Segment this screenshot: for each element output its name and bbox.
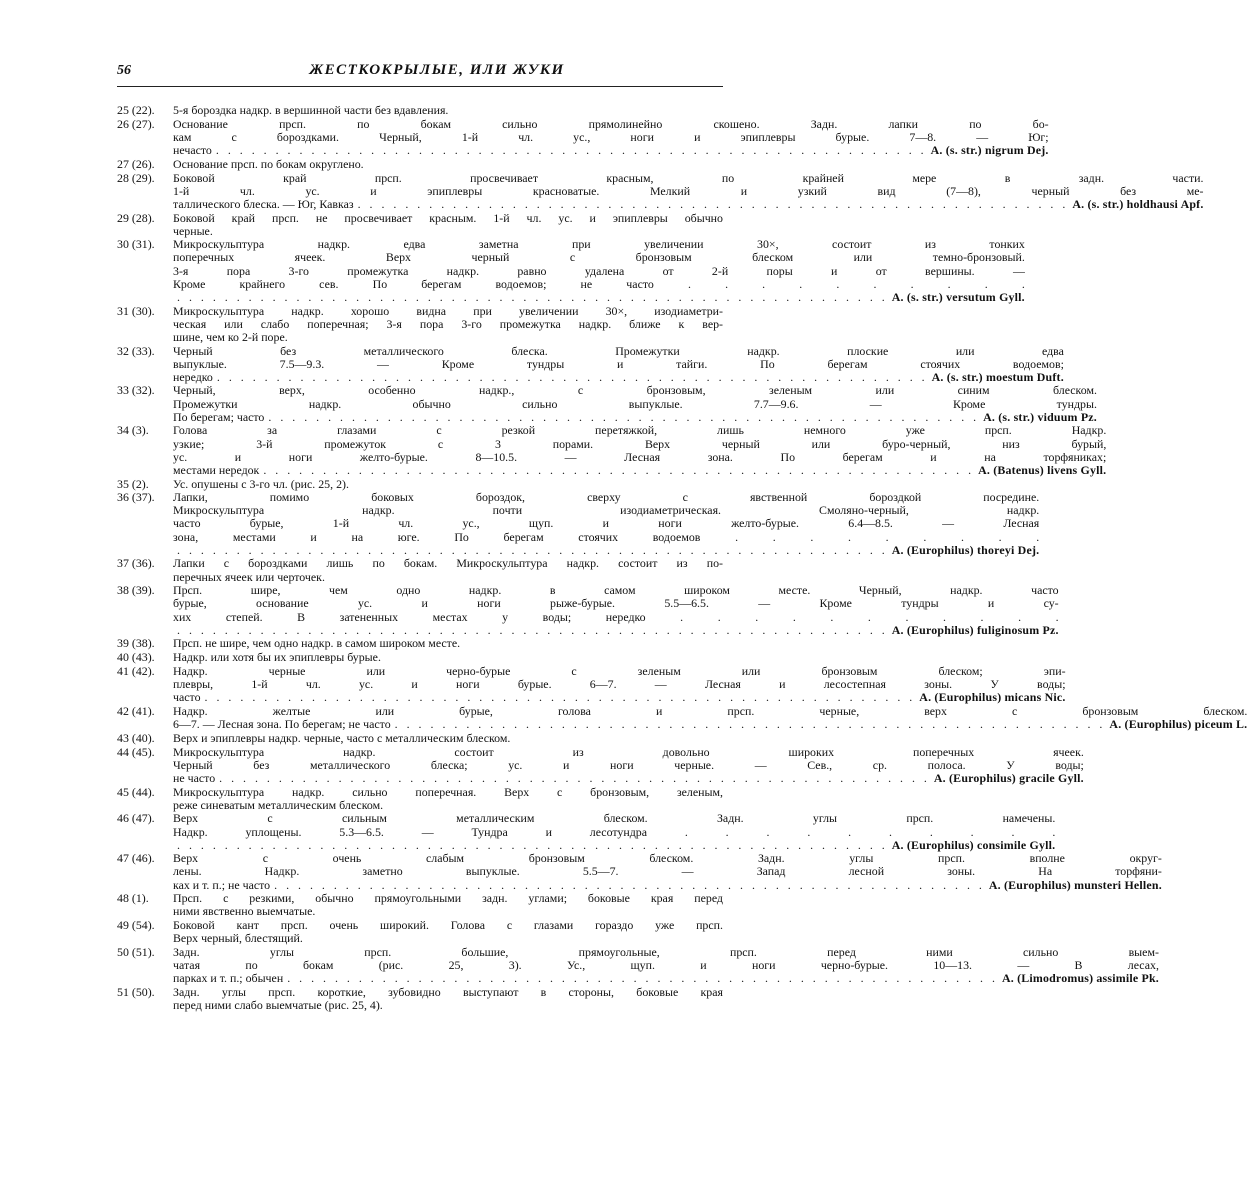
species-line (173, 464, 1106, 477)
key-entry (117, 945, 1159, 986)
entry-line: Микроскульптура надкр. сильно поперечная. Верх с бронзовым, зеленым, (173, 784, 723, 799)
entry-line: Надкр. желтые или бурые, голова и прсп. черные, верх с бронзовым блеском. (173, 703, 1247, 718)
species-lead-text: ках и т. п.; не часто (173, 877, 271, 892)
entry-number: 27 (26). (117, 156, 155, 171)
entry-line: перед ними слабо выемчатые (рис. 25, 4). (173, 998, 383, 1013)
leader-dots: . . . . . . . . . . . . . . . . . . . . . . . . . . . . . . . . . . . . . . . . . . . . . . . . . . . . . . . . . . . . (177, 542, 888, 557)
entry-text (173, 172, 1204, 211)
entry-text (173, 919, 723, 945)
entry-line: кам с бороздками. Черный, 1-й чл. ус., ноги и эпиплевры бурые. 7—8. — Юг; (173, 129, 1049, 144)
species-line (173, 411, 1097, 424)
key-entry (117, 490, 1040, 557)
entry-line: перечных ячеек или черточек. (173, 569, 325, 584)
entry-number: 49 (54). (117, 918, 155, 933)
entry-text (173, 732, 723, 745)
entry-line: Черный, верх, особенно надкр., с бронзовым, зеленым или синим блеском. (173, 383, 1097, 398)
species-line (173, 718, 1247, 731)
entry-number: 31 (30). (117, 303, 155, 318)
entry-line: Микроскульптура надкр. почти изодиаметрическая. Смоляно-черный, надкр. (173, 503, 1040, 518)
species-name: A. (Europhilus) consimile Gyll. (891, 837, 1056, 852)
entry-number: 33 (32). (117, 383, 155, 398)
key-entry (117, 583, 1059, 637)
species-line (173, 371, 1064, 384)
entry-number: 34 (3). (117, 423, 149, 438)
entry-text (173, 852, 1162, 891)
leader-dots: . . . . . . . . . . . . . . . . . . . . . . . . . . . . . . . . . . . . . . . . . . . . . . . . . . . . . . . . . . . . (177, 622, 888, 637)
species-line (173, 879, 1162, 892)
key-entry (117, 158, 723, 171)
species-line (173, 972, 1159, 985)
entry-line: Черный без металлического блеска; ус. и ноги черные. — Сев., ср. полоса. У воды; (173, 757, 1084, 772)
entry-line: Основание прсп. по бокам округлено. (173, 156, 364, 171)
key-entry (117, 343, 1064, 384)
leader-dots: . . . . . . . . . . . . . . . . . . . . . . . . . . . . . . . . . . . . . . . . . . . . . . . . . . . . . . . . . . . . (287, 971, 998, 986)
species-name: A. (Europhilus) munsteri Hellen. (988, 877, 1162, 892)
entry-line: Лапки, помимо боковых бороздок, сверху с явственной бороздкой посредине. (173, 490, 1040, 505)
key-entry (117, 557, 723, 583)
entry-text (173, 746, 1084, 785)
entry-text (173, 158, 723, 171)
entry-line: зона, местами и на юге. По берегам стоячих водоемов . . . . . . . . . (173, 529, 1040, 544)
entry-number: 39 (38). (117, 636, 155, 651)
entry-line: ус. и ноги желто-бурые. 8—10.5. — Лесная зона. По берегам и на торфяниках; (173, 449, 1107, 464)
entry-number: 29 (28). (117, 210, 155, 225)
entry-number: 30 (31). (117, 237, 155, 252)
entry-line: Черный без металлического блеска. Промежутки надкр. плоские или едва (173, 343, 1064, 358)
entry-text (173, 786, 723, 812)
species-name: A. (Europhilus) piceum L. (1109, 717, 1247, 731)
entry-line: Надкр. уплощены. 5.3—6.5. — Тундра и лесотундра . . . . . . . . . . (173, 824, 1056, 839)
entry-line: лены. Надкр. заметно выпуклые. 5.5—7. — Запад лесной зоны. На торфяни- (173, 864, 1162, 879)
entry-number: 47 (46). (117, 851, 155, 866)
entry-line: бурые, основание ус. и ноги рыже-бурые. 5.5—6.5. — Кроме тундры и су- (173, 596, 1059, 611)
species-lead-text: местами нередок (173, 462, 260, 477)
entry-text (173, 104, 723, 117)
entry-line: Задн. углы прсп. большие, прямоугольные, прсп. перед ними сильно выем- (173, 945, 1159, 960)
entry-line: Надкр. черные или черно-бурые с зеленым или бронзовым блеском; эпи- (173, 663, 1066, 678)
entry-line: Микроскульптура надкр. едва заметна при увеличении 30×, состоит из тонких (173, 237, 1025, 252)
leader-dots: . . . . . . . . . . . . . . . . . . . . . . . . . . . . . . . . . . . . . . . . . . . . . . . . . . . . . . . . . . . . (263, 462, 975, 477)
species-lead-text: По берегам; часто (173, 409, 265, 424)
entry-line: шине, чем ко 2-й поре. (173, 329, 288, 344)
entry-line: часто бурые, 1-й чл. ус., щуп. и ноги желто-бурые. 6.4—8.5. — Лесная (173, 516, 1040, 531)
species-line (173, 544, 1039, 557)
key-entry (117, 383, 1097, 424)
entry-line: поперечных ячеек. Верх черный с бронзовым блеском или темно-бронзовый. (173, 250, 1025, 265)
entry-line: Задн. углы прсп. короткие, зубовидно выступают в стороны, боковые края (173, 985, 723, 1000)
species-line (173, 198, 1204, 211)
entry-line: черные. (173, 223, 213, 238)
entry-text (173, 118, 1049, 157)
page-header (117, 60, 723, 87)
entry-line: Боковой край прсп. просвечивает красным, по крайней мере в задн. части. (173, 170, 1204, 185)
entry-number: 28 (29). (117, 170, 155, 185)
species-name: A. (Europhilus) fuliginosum Pz. (891, 622, 1059, 637)
entry-text (173, 345, 1064, 384)
entry-number: 46 (47). (117, 811, 155, 826)
leader-dots: . . . . . . . . . . . . . . . . . . . . . . . . . . . . . . . . . . . . . . . . . . . . . . . . . . . . . . . . . . . . (215, 142, 927, 157)
entry-number: 38 (39). (117, 583, 155, 598)
species-lead-text: 6—7. — Лесная зона. По берегам; не часто (173, 717, 391, 731)
entry-number: 25 (22). (117, 103, 155, 117)
entry-text (173, 384, 1097, 423)
entry-text (173, 986, 723, 1012)
entry-line: Надкр. или хотя бы их эпиплевры бурые. (173, 650, 381, 665)
entry-line: Боковой край прсп. не просвечивает красным. 1-й чл. ус. и эпиплевры обычно (173, 210, 723, 225)
species-line (173, 144, 1049, 157)
species-name: A. (Europhilus) micans Nic. (919, 690, 1066, 705)
key-entry (117, 786, 723, 812)
species-line (173, 772, 1084, 785)
species-line (173, 624, 1059, 637)
species-line (173, 691, 1066, 704)
entry-line: Голова за глазами с резкой перетяжкой, лишь немного уже прсп. Надкр. (173, 423, 1107, 438)
entry-line: выпуклые. 7.5—9.3. — Кроме тундры и тайги. По берегам стоячих водоемов; (173, 356, 1064, 371)
key-entry (117, 851, 1162, 892)
species-name: A. (Europhilus) thoreyi Dej. (891, 542, 1040, 557)
key-entry (117, 744, 1084, 785)
key-entry (117, 237, 1025, 304)
identification-key (117, 103, 1247, 1013)
species-lead-text: часто (173, 690, 201, 705)
key-entry (117, 811, 1056, 852)
leader-dots: . . . . . . . . . . . . . . . . . . . . . . . . . . . . . . . . . . . . . . . . . . . . . . . . . . . . . . . . . . . . (219, 770, 930, 785)
entry-line: 1-й чл. ус. и эпиплевры красноватые. Мелкий и узкий вид (7—8), черный без ме- (173, 183, 1204, 198)
entry-number: 35 (2). (117, 476, 149, 491)
entry-line: ними явственно выемчатые. (173, 904, 316, 919)
entry-line: 5-я бороздка надкр. в вершинной части без вдавления. (173, 103, 449, 117)
entry-text (173, 812, 1055, 851)
species-lead-text: таллического блеска. — Юг, Кавказ (173, 196, 354, 211)
species-name: A. (s. str.) moestum Duft. (931, 369, 1064, 384)
entry-line: Прсп. с резкими, обычно прямоугольными задн. углами; боковые края перед (173, 891, 723, 906)
leader-dots: . . . . . . . . . . . . . . . . . . . . . . . . . . . . . . . . . . . . . . . . . . . . . . . . . . . . . . . . . . . . (204, 690, 916, 705)
key-entry (117, 305, 723, 344)
key-entry (117, 663, 1066, 705)
entry-text (173, 892, 723, 918)
entry-line: Прсп. шире, чем одно надкр. в самом широком месте. Черный, надкр. часто (173, 583, 1059, 598)
entry-text (173, 478, 723, 491)
leader-dots: . . . . . . . . . . . . . . . . . . . . . . . . . . . . . . . . . . . . . . . . . . . . . . . . . . . . . . . . . . . . (177, 289, 888, 304)
species-name: A. (s. str.) viduum Pz. (983, 409, 1097, 424)
leader-dots: . . . . . . . . . . . . . . . . . . . . . . . . . . . . . . . . . . . . . . . . . . . . . . . . . . . . . . . . . . . . (357, 196, 1069, 211)
entry-line: Ус. опушены с 3-го чл. (рис. 25, 2). (173, 476, 349, 491)
entry-text (173, 305, 723, 344)
entry-line: Микроскульптура надкр. хорошо видна при увеличении 30×, изодиаметри- (173, 303, 723, 318)
entry-number: 32 (33). (117, 343, 155, 358)
species-name: A. (Europhilus) gracile Gyll. (933, 770, 1084, 785)
entry-line: плевры, 1-й чл. ус. и ноги бурые. 6—7. — Лесная и лесостепная зоны. У воды; (173, 677, 1066, 692)
entry-text (173, 665, 1066, 704)
entry-text (173, 705, 1247, 731)
entry-number: 26 (27). (117, 116, 155, 131)
entry-line: узкие; 3-й промежуток с 3 порами. Верх черный или буро-черный, низ бурый, (173, 436, 1107, 451)
entry-text (173, 238, 1025, 303)
species-name: A. (Batenus) livens Gyll. (978, 462, 1107, 477)
entry-line: Верх черный, блестящий. (173, 931, 303, 946)
key-entry (117, 637, 723, 650)
leader-dots: . . . . . . . . . . . . . . . . . . . . . . . . . . . . . . . . . . . . . . . . . . . . . . . . . . . . . . . . . . . . (216, 369, 928, 384)
entry-line: Кроме крайнего сев. По берегам водоемов; не часто . . . . . . . . . . (173, 276, 1025, 291)
entry-number: 48 (1). (117, 891, 149, 906)
leader-dots: . . . . . . . . . . . . . . . . . . . . . . . . . . . . . . . . . . . . . . . . . . . . . . . . . . . . . . . . . . . . (274, 877, 985, 892)
entry-number: 50 (51). (117, 945, 155, 960)
species-name: A. (Limodromus) assimile Pk. (1001, 971, 1159, 986)
entry-number: 40 (43). (117, 650, 155, 665)
entry-line: Прсп. не шире, чем одно надкр. в самом широком месте. (173, 636, 461, 651)
species-lead-text: нечасто (173, 142, 212, 157)
entry-text (173, 651, 723, 664)
entry-line: ческая или слабо поперечная; 3-я пора 3-го промежутка надкр. ближе к вер- (173, 316, 723, 331)
entry-text (173, 491, 1039, 556)
page-number: 56 (117, 63, 131, 78)
entry-text (173, 946, 1159, 985)
species-name: A. (s. str.) nigrum Dej. (930, 142, 1049, 157)
entry-line: Боковой кант прсп. очень широкий. Голова с глазами гораздо уже прсп. (173, 918, 723, 933)
key-entry (117, 703, 1247, 731)
entry-line: Микроскульптура надкр. состоит из довольно широких поперечных ячеек. (173, 744, 1084, 759)
leader-dots: . . . . . . . . . . . . . . . . . . . . . . . . . . . . . . . . . . . . . . . . . . . . . . . . . . . . . . . . . . . . (177, 837, 888, 852)
entry-text (173, 212, 723, 238)
entry-number: 36 (37). (117, 490, 155, 505)
entry-number: 37 (36). (117, 556, 155, 571)
entry-text (173, 424, 1106, 476)
key-entry (117, 478, 723, 491)
entry-text (173, 637, 723, 650)
leader-dots: . . . . . . . . . . . . . . . . . . . . . . . . . . . . . . . . . . . . . . . . . . . . . . . . . . . . . . . . . . . . (394, 717, 1106, 731)
key-entry (117, 212, 723, 238)
key-entry (117, 892, 723, 918)
entry-line: реже синеватым металлическим блеском. (173, 797, 384, 812)
entry-line: Верх с очень слабым бронзовым блеском. Задн. углы прсп. вполне округ- (173, 851, 1162, 866)
key-entry (117, 919, 723, 945)
entry-number: 42 (41). (117, 703, 155, 718)
species-lead-text: нередко (173, 369, 213, 384)
key-entry (117, 986, 723, 1012)
species-line (173, 291, 1025, 304)
entry-text (173, 557, 723, 583)
species-line (173, 839, 1055, 852)
species-lead-text: не часто (173, 770, 216, 785)
key-entry (117, 732, 723, 745)
key-entry (117, 104, 723, 117)
leader-dots: . . . . . . . . . . . . . . . . . . . . . . . . . . . . . . . . . . . . . . . . . . . . . . . . . . . . . . . . . . . . (268, 409, 980, 424)
species-name: A. (s. str.) versutum Gyll. (891, 289, 1025, 304)
key-entry (117, 116, 1049, 157)
entry-line: Промежутки надкр. обычно сильно выпуклые. 7.7—9.6. — Кроме тундры. (173, 396, 1097, 411)
entry-number: 43 (40). (117, 730, 155, 745)
key-entry (117, 170, 1204, 211)
entry-number: 41 (42). (117, 663, 155, 678)
key-entry (117, 423, 1107, 477)
entry-line: Верх с сильным металлическим блеском. Задн. углы прсп. намечены. (173, 811, 1056, 826)
entry-number: 45 (44). (117, 784, 155, 799)
entry-number: 44 (45). (117, 744, 155, 759)
entry-number: 51 (50). (117, 985, 155, 1000)
entry-line: Лапки с бороздками лишь по бокам. Микроскульптура надкр. состоит из по- (173, 556, 723, 571)
entry-line: Основание прсп. по бокам сильно прямолинейно скошено. Задн. лапки по бо- (173, 116, 1049, 131)
entry-line: хих степей. В затененных местах у воды; нередко . . . . . . . . . . . (173, 609, 1059, 624)
key-entry (117, 651, 723, 664)
species-name: A. (s. str.) holdhausi Apf. (1072, 196, 1204, 211)
species-lead-text: парках и т. п.; обычен (173, 971, 284, 986)
entry-text (173, 584, 1059, 636)
entry-line: чатая по бокам (рис. 25, 3). Ус., щуп. и ноги черно-бурые. 10—13. — В лесах, (173, 958, 1159, 973)
entry-line: 3-я пора 3-го промежутка надкр. равно удалена от 2-й поры и от вершины. — (173, 263, 1025, 278)
running-title: ЖЕСТКОКРЫЛЫЕ, ИЛИ ЖУКИ (309, 62, 565, 78)
entry-line: Верх и эпиплевры надкр. черные, часто с металлическим блеском. (173, 730, 511, 745)
